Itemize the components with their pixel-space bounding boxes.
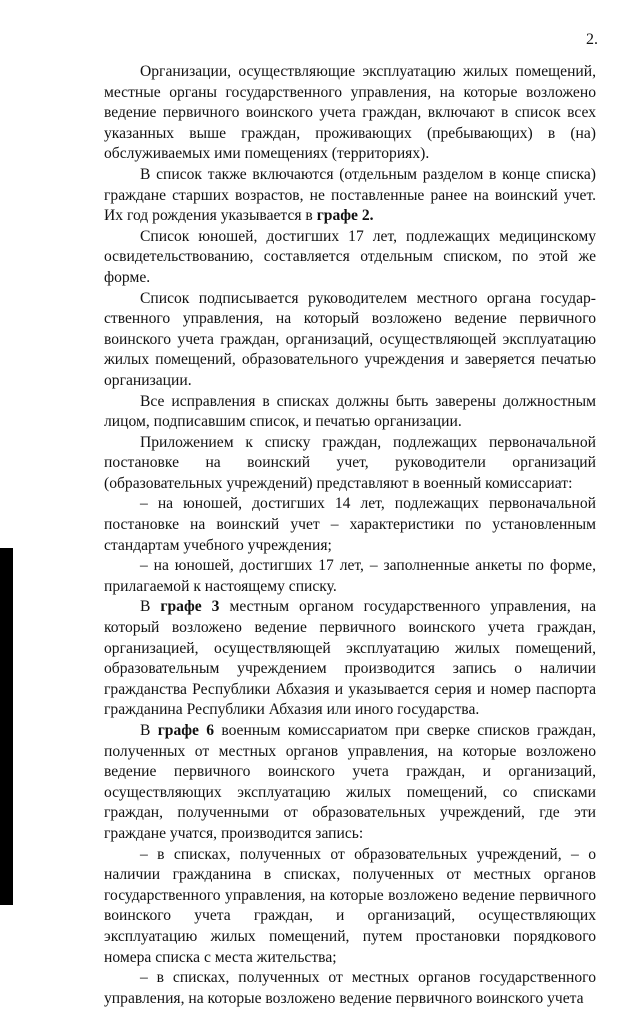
paragraph-text: В <box>140 722 158 739</box>
paragraph-text: Список юношей, достигших 17 лет, подлежащих медицинскому освидетельствованию, составляется отдельным списком, по этой же форме. <box>104 227 596 286</box>
bold-reference: графе 6 <box>157 722 215 739</box>
paragraph <box>104 845 596 969</box>
paragraph-text: Приложением к списку граждан, подлежащих первоначальной постановке на воинский учет, руководители организаций (образовательных учреждений) представляют в военный комиссариат: <box>104 433 596 492</box>
paragraph <box>104 968 596 1009</box>
paragraph-text: – на юношей, достигших 17 лет, – заполненные анкеты по форме, прилагаемой к настоящему списку. <box>104 557 596 595</box>
bold-reference: графе 2. <box>316 207 374 225</box>
paragraph-text: – в списках, полученных от образовательных учреждений, – о наличии гражданина в списках, полученных от местных органов государственного управления, на которые возложено ведение первичного воинского учета граждан, и организаций, осуществляющих эксплуатацию жилых помещений, путем простановки порядкового номера списка с места жительства; <box>104 845 596 966</box>
paragraph <box>104 597 596 721</box>
scan-edge-shadow <box>0 548 13 905</box>
paragraph-text: Все исправления в списках должны быть заверены должностным лицом, подписавшим список, и печатью организации. <box>104 392 596 431</box>
paragraph <box>104 494 596 556</box>
page-number: 2. <box>586 31 598 48</box>
paragraph-text: – на юношей, достигших 14 лет, подлежащих первоначальной постановке на воинский учет – характеристики по установленным стандартам учебного учреждения; <box>104 495 596 554</box>
paragraph-text: Список подписывается руководителем местного органа государ-ственного управления, на который возложено ведение первичного воинского учета граждан, организаций, осуществляющей эксплуатацию жилых помещений, образовательного учреждения и заверяется печатью организации. <box>104 289 596 389</box>
document-body <box>104 62 596 1009</box>
paragraph-text: военным комиссариатом при сверке списков граждан, полученных от местных органов управления, на которые возложено ведение первичного воинского учета граждан, и организаций, осуществляющих эксплуатацию жилых помещений, со списками граждан, полученными от образовательных учреждений, где эти граждане учатся, производится запись: <box>104 722 596 842</box>
paragraph-text: Организации, осуществляющие эксплуатацию жилых помещений, местные органы государственного управления, на которые возложено ведение первичного воинского учета граждан, включают в список всех указанных выше граждан, проживающих (пребывающих) в (на) обслуживаемых ими помещениях (территориях). <box>104 63 596 163</box>
paragraph-text: В <box>140 598 161 616</box>
paragraph-text: – в списках, полученных от местных органов государственного управления, на которые возложено ведение первичного воинского учета <box>104 969 596 1007</box>
paragraph-text: В список также включаются (отдельным разделом в конце списка) граждане старших возрастов, не поставленные ранее на воинский учет. Их год рождения указывается в <box>104 165 596 225</box>
bold-reference: графе 3 <box>160 598 220 616</box>
paragraph <box>104 433 596 495</box>
paragraph <box>104 721 596 845</box>
paragraph <box>104 392 596 433</box>
paragraph <box>104 289 596 392</box>
paragraph <box>104 165 596 227</box>
paragraph <box>104 62 596 165</box>
paragraph <box>104 556 596 597</box>
paragraph-text: местным органом государственного управления, на который возложено ведение первичного воинского учета граждан, организацией, осуществляющей эксплуатацию жилых помещений, образовательным учреждением производится запись о наличии гражданства Республики Абхазия и указывается серия и номер паспорта гражданина Республики Абхазия или иного государства. <box>104 598 596 719</box>
paragraph <box>104 227 596 289</box>
